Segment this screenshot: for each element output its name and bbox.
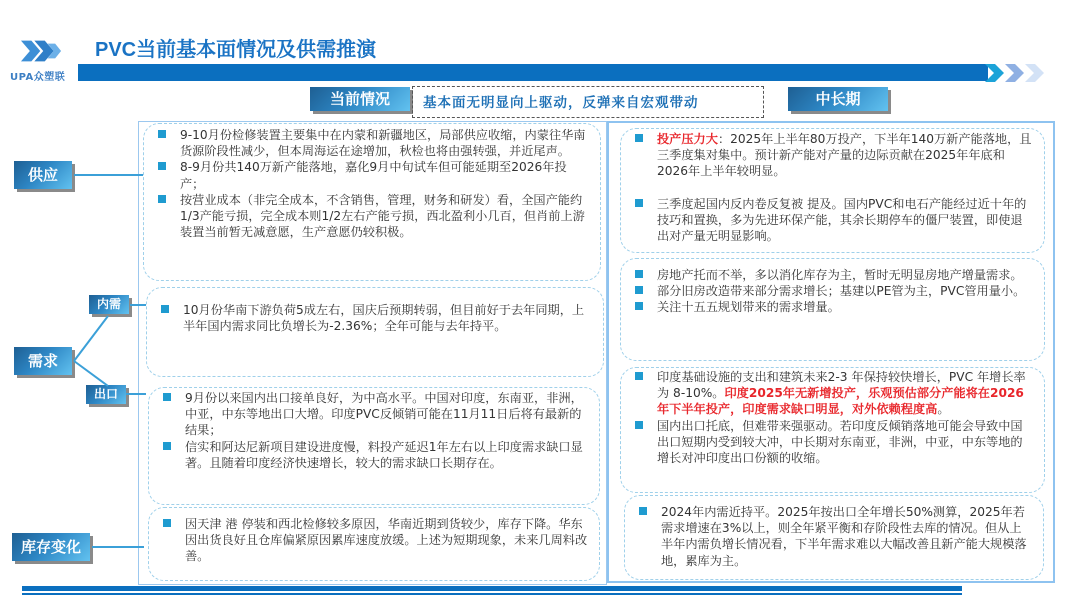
list-item: 三季度起国内反内卷反复被 提及。国内PVC和电石产能经过近十年的技巧和置换，多为先进环保产能，其余长期停车的僵尸装置，即使退出对产量无明显影响。 xyxy=(631,196,1034,245)
category-demand: 需求 xyxy=(14,347,72,375)
bullet-icon xyxy=(163,519,171,527)
footer-line xyxy=(22,593,962,595)
category-domestic: 内需 xyxy=(89,295,129,314)
list-item: 关注十五五规划带来的需求增量。 xyxy=(631,299,1034,315)
list-item: 信实和阿达尼新项目建设进度慢，料投产延迟1年左右以上印度需求缺口显著。且随着印度经济快速增长，较大的需求缺口长期存在。 xyxy=(159,439,589,471)
current-domestic-card xyxy=(146,287,604,377)
current-export-card xyxy=(148,387,600,505)
bullet-icon xyxy=(635,270,643,278)
bullet-icon xyxy=(635,302,643,310)
page-title: PVC当前基本面情况及供需推演 xyxy=(95,39,377,61)
header-bar xyxy=(78,64,988,81)
bullet-icon xyxy=(635,421,643,429)
chevron-arrows-icon xyxy=(985,64,1055,82)
midlong-export-card xyxy=(620,367,1045,493)
inventory-connector xyxy=(92,546,144,548)
current-supply-card xyxy=(143,123,601,281)
category-export: 出口 xyxy=(86,385,126,404)
list-item: 按营业成本（非完全成本，不含销售，管理，财务和研发）看，全国产能约1/3产能亏损，完全成本则1/2左右产能亏损，西北盈利小几百，但肖前上游装置当前暂无减意愿，生产意愿仍较积极。 xyxy=(154,192,590,241)
category-supply: 供应 xyxy=(14,161,72,189)
bullet-icon xyxy=(158,130,166,138)
list-item: 因天津 港 停装和西北检修较多原因，华南近期到货较少，库存下降。华东因出货良好且仓库偏紧原因累库速度放缓。上述为短期现象，未来几周料改善。 xyxy=(159,516,589,565)
bullet-icon xyxy=(635,134,643,142)
list-item: 印度基础设施的支出和建筑未来2-3 年保持较快增长，PVC 年增长率为 8-10%。印度2025年无新增投产，乐观预估部分产能将在2026年下半年投产，印度需求缺口明显，对外依赖程度高。 xyxy=(631,369,1034,418)
bullet-icon xyxy=(635,286,643,294)
supply-connector xyxy=(74,174,144,176)
list-item: 2024年内需近持平。2025年按出口全年增长50%测算，2025年若需求增速在3%以上，则全年紧平衡和存阶段性去库的情况。但从上半年内需负增长情况看，下半年需求难以大幅改善且新产能大规模落地，累库为主。 xyxy=(635,504,1033,569)
midlong-inventory-card xyxy=(624,495,1044,580)
bullet-icon xyxy=(635,199,643,207)
bullet-icon xyxy=(161,305,169,313)
list-item: 国内出口托底，但难带来强驱动。若印度反倾销落地可能会导致中国出口短期内受到较大冲，中长期对东南亚，非洲，中亚，中东等地的增长对冲印度出口份额的收缩。 xyxy=(631,418,1034,467)
bullet-icon xyxy=(163,393,171,401)
list-item: 8-9月份共140万新产能落地，嘉化9月中旬试车但可能延期至2026年投产； xyxy=(154,159,590,191)
bullet-icon xyxy=(635,372,643,380)
midlong-domestic-card xyxy=(620,258,1045,361)
midlong-supply-card xyxy=(620,128,1045,253)
category-inventory: 库存变化 xyxy=(12,533,90,561)
footer-bar xyxy=(22,586,962,591)
list-item: 投产压力大：2025年上半年80万投产，下半年140万新产能落地，且三季度集对集中。预计新产能对产量的边际贡献在2025年年底和2026年上半年较明显。 xyxy=(631,131,1034,180)
list-item: 房地产托而不举，多以消化库存为主，暂时无明显房地产增量需求。 xyxy=(631,267,1034,283)
demand-connectors xyxy=(70,300,150,410)
bullet-icon xyxy=(639,507,647,515)
current-situation-tag: 当前情况 xyxy=(310,87,410,111)
logo-text: UPA众塑联 xyxy=(10,72,66,83)
mid-long-term-tag: 中长期 xyxy=(788,87,888,111)
list-item: 部分旧房改造带来部分需求增长；基建以PE管为主，PVC管用量小。 xyxy=(631,283,1034,299)
list-item: 9月份以来国内出口接单良好，为中高水平。中国对印度，东南亚，非洲，中亚，中东等地出口大增。印度PVC反倾销可能在11月11日后将有最新的结果； xyxy=(159,390,589,439)
list-item: 9-10月份检修装置主要集中在内蒙和新疆地区，局部供应收缩，内蒙往华南货源阶段性减少，但本周海运在途增加，秋检也将由强转强，并近尾声。 xyxy=(154,127,590,159)
upa-logo-icon xyxy=(18,36,70,66)
bullet-icon xyxy=(158,162,166,170)
bullet-icon xyxy=(158,195,166,203)
current-summary: 基本面无明显向上驱动，反弹来自宏观带动 xyxy=(412,86,764,118)
list-item: 10月份华南下游负荷5成左右，国庆后预期转弱，但目前好于去年同期，上半年国内需求同比负增长为-2.36%；全年可能与去年持平。 xyxy=(157,302,593,334)
current-inventory-card xyxy=(148,507,600,581)
bullet-icon xyxy=(163,442,171,450)
